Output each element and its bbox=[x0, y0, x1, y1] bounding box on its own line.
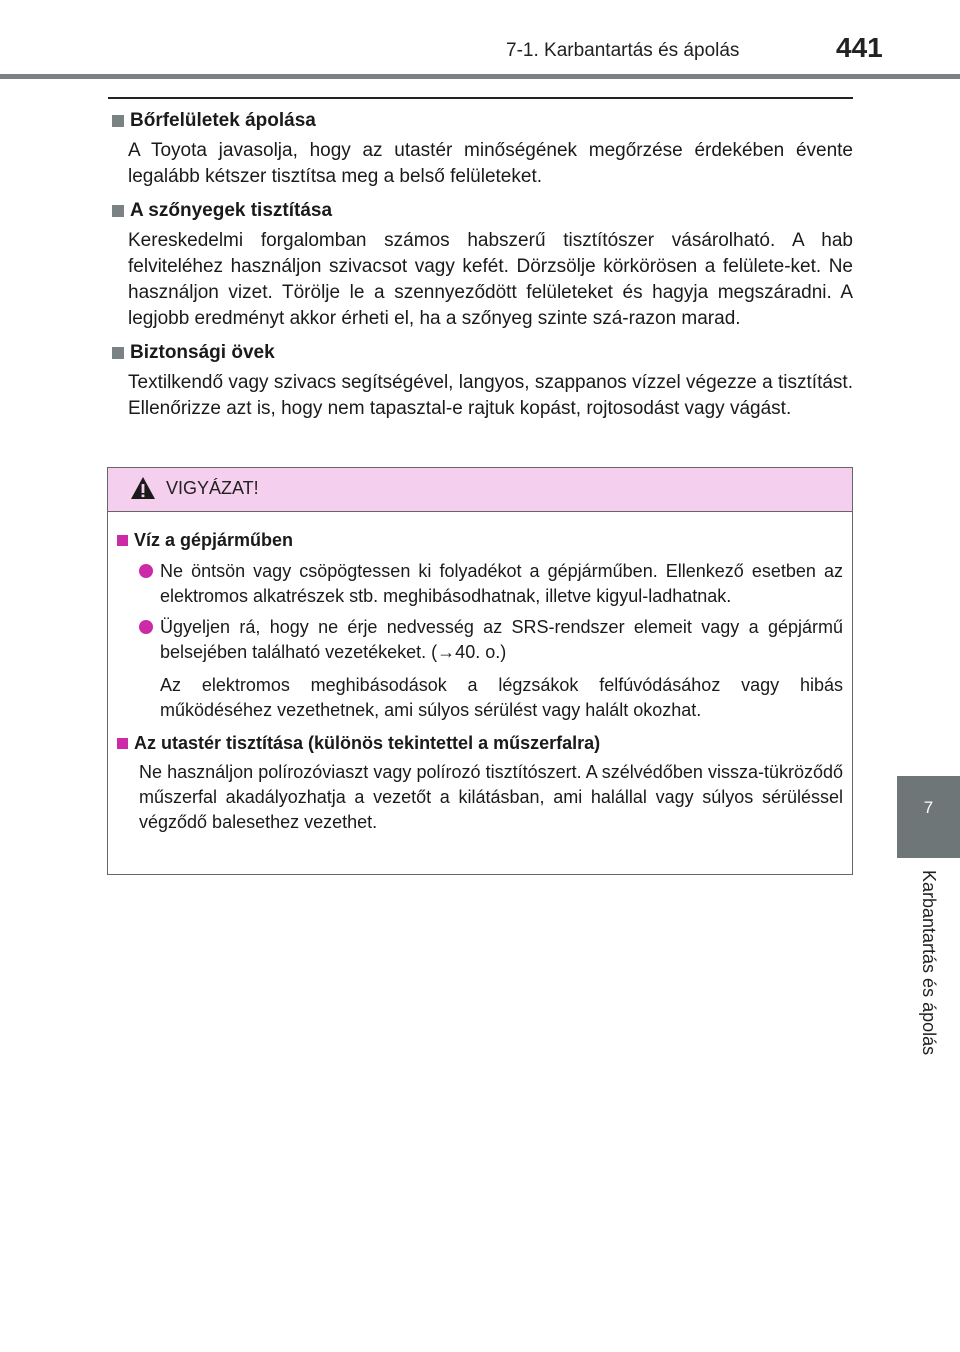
warning-triangle-icon bbox=[130, 476, 156, 500]
section-carpet bbox=[108, 198, 853, 332]
caution-header bbox=[108, 468, 852, 512]
section-seatbelt bbox=[108, 340, 853, 422]
chapter-side-label: Karbantartás és ápolás bbox=[919, 870, 939, 1056]
section-title: Bőrfelületek ápolása bbox=[130, 110, 316, 131]
caution-body bbox=[108, 512, 852, 835]
square-bullet-icon bbox=[117, 738, 128, 749]
caution-subtitle: Víz a gépjárműben bbox=[134, 530, 294, 550]
main-content bbox=[108, 108, 853, 430]
round-bullet-icon bbox=[139, 620, 153, 634]
header-section-title: 7-1. Karbantartás és ápolás bbox=[506, 40, 740, 61]
caution-box bbox=[107, 467, 853, 875]
square-bullet-icon bbox=[117, 535, 128, 546]
caution-title: VIGYÁZAT! bbox=[166, 478, 259, 498]
caution-text: Ne használjon polírozóviaszt vagy polírozó tisztítószert. A szélvédőben vissza-tükröződő műszerfal akadályozhatja a vezetőt a kilátásban, ami halállal vagy súlyos sérüléssel végződő balesethez vezethet. bbox=[139, 762, 843, 832]
square-bullet-icon bbox=[112, 347, 124, 359]
section-text: A Toyota javasolja, hogy az utastér minőségének megőrzése érdekében évente legalább kétszer tisztítsa meg a belső felületeket. bbox=[128, 140, 853, 187]
section-leather bbox=[108, 108, 853, 190]
square-bullet-icon bbox=[112, 205, 124, 217]
section-text: Kereskedelmi forgalomban számos habszerű tisztítószer vásárolható. A hab felviteléhez használjon szivacsot vagy kefét. Dörzsölje körkörösen a felülete-ket. Ne használjon vizet. Törölje le a szennyeződött felületeket és hagyja megszáradni. A legjobb eredményt akkor érheti el, ha a szőnyeg szinte szá-razon marad. bbox=[128, 230, 853, 329]
section-title: Biztonsági övek bbox=[130, 342, 275, 363]
header-rule bbox=[0, 74, 960, 79]
caution-dashboard bbox=[113, 731, 843, 835]
list-item: Ügyeljen rá, hogy ne érje nedvesség az SRS-rendszer elemeit vagy a gépjármű belsejében található vezetékeket. (→40. o.) bbox=[139, 615, 843, 665]
square-bullet-icon bbox=[112, 115, 124, 127]
section-text: Textilkendő vagy szivacs segítségével, langyos, szappanos vízzel végezze a tisztítást. Ellenőrizze azt is, hogy nem tapasztal-e rajtuk kopást, rojtosodást vagy vágást. bbox=[128, 372, 853, 419]
page-number: 441 bbox=[836, 32, 883, 63]
round-bullet-icon bbox=[139, 564, 153, 578]
bullet-note: Az elektromos meghibásodások a légzsákok felfúvódásához vagy hibás működéséhez vezethetnek, ami súlyos sérülést vagy halált okozhat. bbox=[160, 675, 843, 720]
chapter-number: 7 bbox=[923, 798, 934, 817]
caution-subtitle: Az utastér tisztítása (különös tekintettel a műszerfalra) bbox=[134, 733, 601, 753]
content-rule bbox=[108, 97, 853, 99]
caution-water bbox=[113, 528, 843, 723]
list-item: Ne öntsön vagy csöpögtessen ki folyadékot a gépjárműben. Ellenkező esetben az elektromos alkatrészek stb. meghibásodhatnak, illetve kigyul-ladhatnak. bbox=[139, 559, 843, 609]
section-title: A szőnyegek tisztítása bbox=[130, 200, 333, 221]
